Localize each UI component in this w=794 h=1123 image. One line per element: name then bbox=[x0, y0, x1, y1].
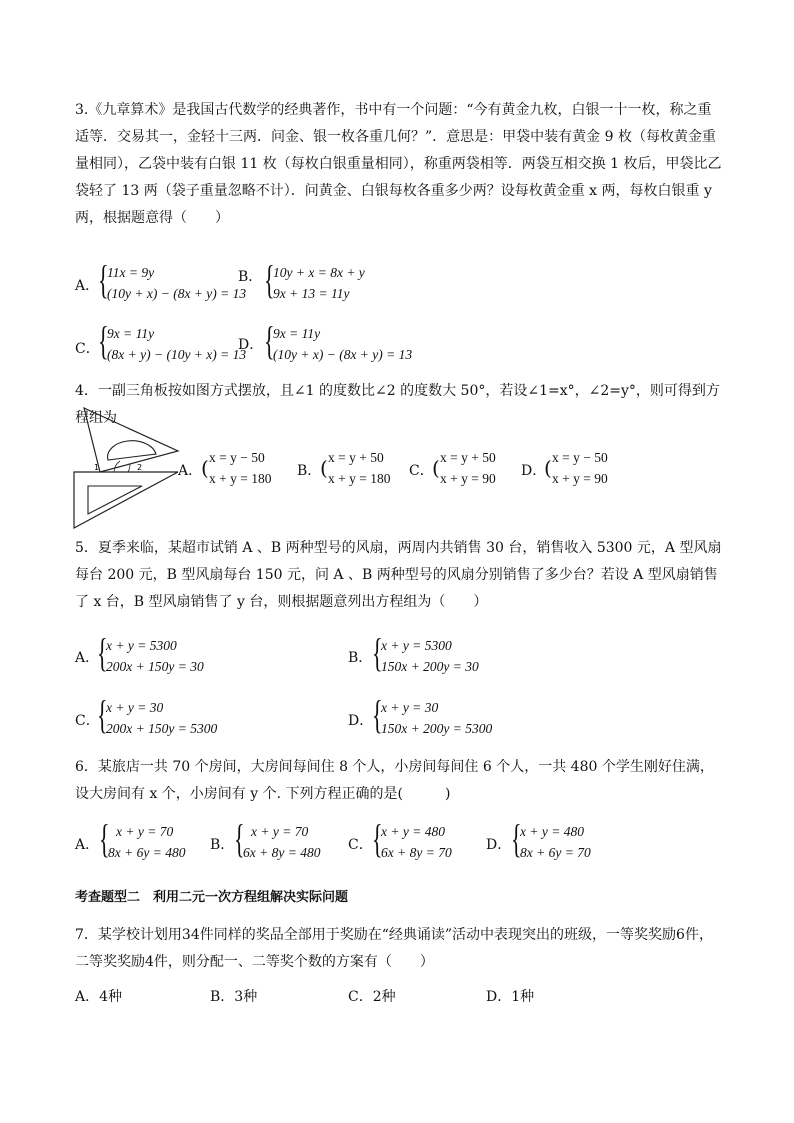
question-5-text: 5．夏季来临，某超市试销 A 、B 两种型号的风扇，两周内共销售 30 台，销售收入 5300 元，A 型风扇每台 200 元，B 型风扇每台 150 元，问 A 、B 两种型号的风扇分别销售了多少台？若设 A 型风扇销售了 x 台，B 型风扇销售了 y 台，则根据题意列出方程组为（ ） bbox=[75, 540, 722, 610]
left-paren: ( bbox=[432, 456, 440, 480]
equation: (10y + x) − (8x + y) = 13 bbox=[273, 347, 413, 362]
equation: 10y + x = 8x + y bbox=[273, 265, 365, 280]
question-7-text: 7．某学校计划用34件同样的奖品全部用于奖励在“经典诵读”活动中表现突出的班级，一等奖奖励6件，二等奖奖励4件，则分配一、二等奖个数的方案有（ ） bbox=[75, 927, 713, 970]
question-3-text: 3.《九章算术》是我国古代数学的经典著作，书中有一个问题：“今有黄金九枚，白银一十一枚，称之重适等．交易其一，金轻十三两．问金、银一枚各重几何？”．意思是：甲袋中装有黄金 9 枚（每枚黄金重量相同），乙袋中装有白银 11 枚（每枚白银重量相同），称重两袋相等．两袋互相交换 1 枚后，甲袋比乙袋轻了 13 两（袋子重量忽略不计）．问黄金、白银每枚各重多少两？设每枚黄金重 x 两，每枚白银重 y 两，根据题意得（ ） bbox=[75, 102, 722, 226]
q3-option-c-label: C． bbox=[75, 341, 100, 357]
equation: (8x + y) − (10y + x) = 13 bbox=[107, 347, 247, 362]
q7-option-d: D．1种 bbox=[486, 989, 535, 1005]
question-6-text: 6．某旅店一共 70 个房间，大房间每间住 8 个人，小房间每间住 6 个人，一共 480 个学生刚好住满，设大房间有 x 个，小房间有 y 个. 下列方程正确的是( ) bbox=[75, 759, 714, 802]
q4-option-c-label: C． bbox=[409, 463, 434, 479]
equation: 8x + 6y = 70 bbox=[520, 845, 591, 860]
equation: x + y = 180 bbox=[328, 471, 391, 486]
equation: 150x + 200y = 5300 bbox=[381, 721, 493, 736]
equation: x + y = 70 bbox=[251, 824, 309, 839]
equation: x + y = 90 bbox=[440, 471, 496, 486]
equation: 6x + 8y = 480 bbox=[243, 845, 321, 860]
q6-option-d-label: D． bbox=[486, 837, 512, 853]
equation: 6x + 8y = 70 bbox=[381, 845, 452, 860]
question-4-text: 4．一副三角板按如图方式摆放，且∠1 的度数比∠2 的度数大 50°，若设∠1=x°，∠2=y°，则可得到方程组为 bbox=[75, 383, 720, 426]
q6-option-c-label: C． bbox=[348, 837, 373, 853]
q3-option-b-label: B． bbox=[238, 269, 263, 285]
equation: 150x + 200y = 30 bbox=[381, 659, 479, 674]
left-paren: ( bbox=[320, 456, 328, 480]
q5-option-c-label: C． bbox=[75, 713, 100, 729]
equation: (10y + x) − (8x + y) = 13 bbox=[107, 286, 247, 301]
q4-option-d-label: D． bbox=[521, 463, 547, 479]
equation: x + y = 480 bbox=[381, 824, 445, 839]
q5-option-b-label: B． bbox=[348, 650, 373, 666]
equation: x = y − 50 bbox=[552, 450, 608, 465]
left-paren: ( bbox=[544, 456, 552, 480]
equation: x = y + 50 bbox=[440, 450, 496, 465]
left-paren: ( bbox=[201, 456, 209, 480]
q7-option-a: A．4种 bbox=[75, 989, 123, 1005]
equation: x + y = 90 bbox=[552, 471, 608, 486]
q6-option-a-label: A． bbox=[75, 837, 100, 853]
equation: x + y = 30 bbox=[381, 700, 439, 715]
angle-2-label: 2 bbox=[137, 463, 143, 472]
q7-option-b: B．3种 bbox=[210, 989, 258, 1005]
equation: 8x + 6y = 480 bbox=[108, 845, 186, 860]
equation: x + y = 5300 bbox=[106, 638, 177, 653]
equation: 9x + 13 = 11y bbox=[273, 286, 350, 301]
q3-option-d-label: D． bbox=[238, 337, 264, 353]
q5-option-d-label: D． bbox=[348, 713, 374, 729]
equation: 9x = 11y bbox=[107, 326, 155, 341]
q3-option-a-label: A． bbox=[75, 278, 100, 294]
equation: 9x = 11y bbox=[273, 326, 321, 341]
set-square-figure bbox=[70, 406, 182, 532]
q4-option-a-label: A． bbox=[178, 463, 203, 479]
equation: 200x + 150y = 30 bbox=[106, 659, 204, 674]
angle-1-label: 1 bbox=[94, 463, 100, 472]
equation: x + y = 480 bbox=[520, 824, 584, 839]
q5-option-a-label: A． bbox=[75, 650, 100, 666]
equation: x = y − 50 bbox=[209, 450, 265, 465]
q4-option-b-label: B． bbox=[297, 463, 322, 479]
equation: 11x = 9y bbox=[107, 265, 155, 280]
section-heading: 考查题型二 利用二元一次方程组解决实际问题 bbox=[75, 890, 349, 905]
equation: x + y = 5300 bbox=[381, 638, 452, 653]
equation: x + y = 180 bbox=[209, 471, 272, 486]
equation: 200x + 150y = 5300 bbox=[106, 721, 218, 736]
equation: x + y = 70 bbox=[116, 824, 174, 839]
equation: x = y + 50 bbox=[328, 450, 384, 465]
q7-option-c: C．2种 bbox=[348, 989, 396, 1005]
q6-option-b-label: B． bbox=[210, 837, 235, 853]
equation: x + y = 30 bbox=[106, 700, 164, 715]
